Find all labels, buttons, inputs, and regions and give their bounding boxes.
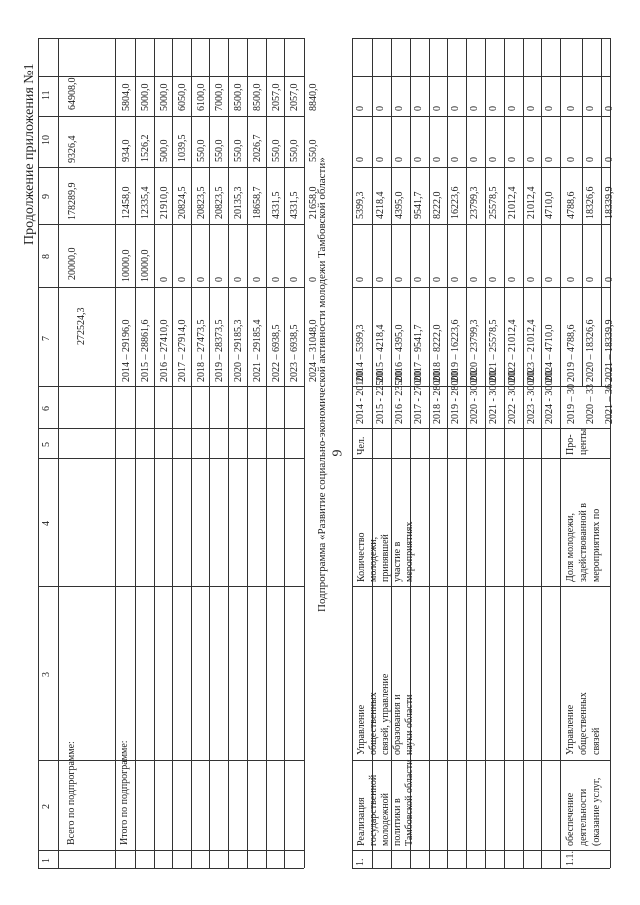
itogo-year-value: 2024 – 31048,0 xyxy=(308,319,319,382)
row1-measure-line: Тамбовской области xyxy=(404,759,415,846)
column-number-9: 9 xyxy=(41,194,52,199)
itogo-col8: 0 xyxy=(252,277,263,282)
itogo-year-value: 2020 – 29185,3 xyxy=(233,319,244,382)
row1-col11: 0 xyxy=(375,106,386,111)
row11-col8: 0 xyxy=(604,277,615,282)
itogo-col11: 2057,0 xyxy=(271,83,282,111)
itogo-col10: 500,0 xyxy=(159,139,170,162)
row1-col9: 8222,0 xyxy=(432,191,443,219)
row11-indicator-line: задействованной в xyxy=(578,502,589,582)
row1-funding: 2023 – 21012,4 xyxy=(526,319,537,382)
row1-executor-line: науки области xyxy=(404,694,415,755)
row1-funding: 2017 – 9541,7 xyxy=(413,324,424,382)
row1-funding: 2018 – 8222,0 xyxy=(432,324,443,382)
row1-col9: 16223,6 xyxy=(450,186,461,219)
row11-col11: 0 xyxy=(585,106,596,111)
row11-executor-line: связей xyxy=(591,727,602,755)
row11-executor-line: общественных xyxy=(578,692,589,755)
column-border xyxy=(38,850,304,851)
row1-funding: 2016 – 4395,0 xyxy=(394,324,405,382)
row1-target: 2017 - 27000 xyxy=(413,370,424,424)
row11-unit-line: Про- xyxy=(565,434,576,455)
row-border xyxy=(523,38,524,868)
row1-target: 2020 - 30000 xyxy=(469,370,480,424)
total-col7: 272524,3 xyxy=(76,307,87,345)
itogo-year-value: 2019 – 28373,5 xyxy=(214,319,225,382)
itogo-col10: 550,0 xyxy=(214,139,225,162)
itogo-col11: 5000,0 xyxy=(140,83,151,111)
row1-col8: 0 xyxy=(469,277,480,282)
itogo-col9: 4331,5 xyxy=(289,191,300,219)
row-border xyxy=(228,38,229,868)
row1-col10: 0 xyxy=(375,157,386,162)
row1-col11: 0 xyxy=(469,106,480,111)
itogo-col9: 20824,5 xyxy=(177,186,188,219)
row11-col11: 0 xyxy=(604,106,615,111)
row1-col11: 0 xyxy=(488,106,499,111)
row11-col10: 0 xyxy=(604,157,615,162)
row11-target: 2020 – 33 xyxy=(585,384,596,424)
row1-col8: 0 xyxy=(413,277,424,282)
column-number-3: 3 xyxy=(41,672,52,677)
itogo-col11: 8500,0 xyxy=(252,83,263,111)
itogo-col10: 934,0 xyxy=(121,139,132,162)
row11-funding: 2019 – 4788,6 xyxy=(566,324,577,382)
row1-col10: 0 xyxy=(507,157,518,162)
itogo-col11: 8500,0 xyxy=(233,83,244,111)
itogo-col8: 0 xyxy=(308,277,319,282)
row1-measure-line: государственной xyxy=(368,774,379,846)
row1-col11: 0 xyxy=(544,106,555,111)
row1-col8: 0 xyxy=(355,277,366,282)
row1-target: 2014 - 20100 xyxy=(355,370,366,424)
row11-col9: 18326,6 xyxy=(585,186,596,219)
row11-indicator-line: Доля молодежи, xyxy=(565,513,576,582)
row11-measure-line: обеспечение xyxy=(565,792,576,846)
row1-col9: 21012,4 xyxy=(526,186,537,219)
row1-indicator-line: мероприятиях xyxy=(404,521,415,582)
itogo-col10: 550,0 xyxy=(233,139,244,162)
row1-indicator-line: участие в xyxy=(392,541,403,582)
itogo-col8: 0 xyxy=(177,277,188,282)
itogo-year-value: 2022 – 6938,5 xyxy=(271,324,282,382)
row1-col9: 4710,0 xyxy=(544,191,555,219)
row1-funding: 2015 – 4218,4 xyxy=(375,324,386,382)
itogo-year-value: 2018 – 27473,5 xyxy=(196,319,207,382)
row1-col9: 9541,7 xyxy=(413,191,424,219)
row11-funding: 2020 – 18326,6 xyxy=(585,319,596,382)
itogo-col8: 0 xyxy=(233,277,244,282)
row-border xyxy=(247,38,248,868)
row1-executor-line: общественных xyxy=(368,692,379,755)
itogo-col9: 21910,0 xyxy=(159,186,170,219)
row1-col8: 0 xyxy=(394,277,405,282)
itogo-col11: 2057,0 xyxy=(289,83,300,111)
itogo-col9: 20823,5 xyxy=(214,186,225,219)
itogo-col9: 4331,5 xyxy=(271,191,282,219)
row-border xyxy=(58,38,59,868)
row1-col10: 0 xyxy=(413,157,424,162)
column-border xyxy=(38,868,304,869)
column-border xyxy=(38,116,304,117)
row-border xyxy=(115,38,116,868)
row1-col10: 0 xyxy=(355,157,366,162)
row1-executor-line: Управление xyxy=(356,704,367,755)
row-border xyxy=(610,38,611,868)
itogo-col10: 550,0 xyxy=(196,139,207,162)
itogo-year-value: 2016 – 27410,0 xyxy=(159,319,170,382)
column-number-6: 6 xyxy=(41,406,52,411)
itogo-col11: 6050,0 xyxy=(177,83,188,111)
row1-col11: 0 xyxy=(394,106,405,111)
row1-col8: 0 xyxy=(488,277,499,282)
row1-target: 2021 - 30000 xyxy=(488,370,499,424)
itogo-year-value: 2014 – 29196,0 xyxy=(121,319,132,382)
row1-col9: 4395,0 xyxy=(394,191,405,219)
row1-measure-line: молодежной xyxy=(380,792,391,846)
itogo-col8: 0 xyxy=(214,277,225,282)
row11-col8: 0 xyxy=(566,277,577,282)
row1-col10: 0 xyxy=(469,157,480,162)
row-border xyxy=(266,38,267,868)
itogo-col10: 2026,7 xyxy=(252,134,263,162)
row1-col8: 0 xyxy=(507,277,518,282)
row11-col8: 0 xyxy=(585,277,596,282)
row11-col10: 0 xyxy=(585,157,596,162)
row-border xyxy=(485,38,486,868)
row-border xyxy=(191,38,192,868)
row1-col8: 0 xyxy=(432,277,443,282)
row-border xyxy=(429,38,430,868)
itogo-col9: 21658,0 xyxy=(308,186,319,219)
itogo-col11: 6100,0 xyxy=(196,83,207,111)
row-border xyxy=(172,38,173,868)
row1-col8: 0 xyxy=(526,277,537,282)
row1-col9: 21012,4 xyxy=(507,186,518,219)
row-border xyxy=(154,38,155,868)
row1-unit: Чел. xyxy=(356,436,367,455)
row1-target: 2022 - 30000 xyxy=(507,370,518,424)
column-border xyxy=(38,386,304,387)
row-border xyxy=(560,38,561,868)
row1-col10: 0 xyxy=(450,157,461,162)
row1-col11: 0 xyxy=(413,106,424,111)
row-border xyxy=(466,38,467,868)
row1-indicator-line: молодежи, xyxy=(368,536,379,582)
row1-target: 2023 - 30000 xyxy=(526,370,537,424)
row1-measure-line: Реализация xyxy=(356,797,367,846)
row1-col9: 23799,3 xyxy=(469,186,480,219)
row1-col9: 25578,5 xyxy=(488,186,499,219)
row-border xyxy=(135,38,136,868)
itogo-col10: 550,0 xyxy=(308,139,319,162)
itogo-year-value: 2021 – 29185,4 xyxy=(252,319,263,382)
row11-number: 1.1. xyxy=(565,851,576,866)
itogo-col8: 10000,0 xyxy=(140,249,151,282)
itogo-col9: 12335,4 xyxy=(140,186,151,219)
row1-col10: 0 xyxy=(394,157,405,162)
row1-col10: 0 xyxy=(526,157,537,162)
column-number-11: 11 xyxy=(41,90,52,100)
total-col9: 178289,9 xyxy=(67,182,78,220)
row1-funding: 2014 – 5399,3 xyxy=(355,324,366,382)
itogo-year-value: 2017 – 27914,0 xyxy=(177,319,188,382)
row1-col10: 0 xyxy=(544,157,555,162)
row1-target: 2024 - 30000 xyxy=(544,370,555,424)
row11-executor-line: Управление xyxy=(565,704,576,755)
column-number-7: 7 xyxy=(41,336,52,341)
row-border xyxy=(209,38,210,868)
row11-indicator-line: мероприятиях по xyxy=(591,508,602,582)
column-border xyxy=(38,458,304,459)
page-number: 9 xyxy=(330,449,346,457)
row1-measure-line: политики в xyxy=(392,798,403,846)
itogo-col8: 0 xyxy=(159,277,170,282)
row1-col11: 0 xyxy=(507,106,518,111)
itogo-col11: 5804,0 xyxy=(121,83,132,111)
row11-col9: 4788,6 xyxy=(566,191,577,219)
row1-number: 1. xyxy=(355,858,366,866)
itogo-col10: 550,0 xyxy=(289,139,300,162)
row1-indicator-line: Количество xyxy=(356,532,367,582)
itogo-col11: 7000,0 xyxy=(214,83,225,111)
itogo-year-value: 2023 – 6938,5 xyxy=(289,324,300,382)
itogo-col11: 5000,0 xyxy=(159,83,170,111)
itogo-col10: 1526,2 xyxy=(140,134,151,162)
row11-unit-line: центы xyxy=(578,428,589,455)
total-label: Всего по подпрограмме: xyxy=(66,741,77,845)
row1-indicator-line: принявшей xyxy=(380,534,391,582)
row1-target: 2019 - 28000 xyxy=(450,370,461,424)
column-border xyxy=(38,428,304,429)
row-border xyxy=(541,38,542,868)
column-border xyxy=(38,760,304,761)
row1-target: 2018 - 28000 xyxy=(432,370,443,424)
total-col11: 64908,0 xyxy=(67,77,78,110)
row-border xyxy=(504,38,505,868)
column-number-2: 2 xyxy=(41,804,52,809)
appendix-title: Продолжение приложения №1 xyxy=(22,63,37,245)
itogo-label: Итого по подпрограмме: xyxy=(119,740,130,845)
row1-funding: 2019 – 16223,6 xyxy=(450,319,461,382)
row11-measure-line: деятельности xyxy=(578,788,589,846)
row1-col9: 4218,4 xyxy=(375,191,386,219)
row11-col10: 0 xyxy=(566,157,577,162)
column-number-8: 8 xyxy=(41,254,52,259)
itogo-col8: 0 xyxy=(271,277,282,282)
itogo-col9: 20135,3 xyxy=(233,186,244,219)
row11-target: 2021 – 36 xyxy=(604,384,615,424)
row11-col11: 0 xyxy=(566,106,577,111)
row1-funding: 2021 – 25578,5 xyxy=(488,319,499,382)
row1-col11: 0 xyxy=(526,106,537,111)
itogo-col9: 18658,7 xyxy=(252,186,263,219)
row1-funding: 2024 – 4710,0 xyxy=(544,324,555,382)
column-border xyxy=(38,38,304,39)
itogo-col11: 8840,0 xyxy=(308,83,319,111)
subprogram-title: Подпрограмма «Развитие социально-экономической активности молодежи Тамбовской области» xyxy=(316,157,328,612)
row1-col10: 0 xyxy=(432,157,443,162)
row11-funding: 2021 – 18339,9 xyxy=(604,319,615,382)
row1-col11: 0 xyxy=(432,106,443,111)
column-border xyxy=(38,167,304,168)
itogo-col8: 10000,0 xyxy=(121,249,132,282)
total-col8: 20000,0 xyxy=(67,247,78,280)
row1-col8: 0 xyxy=(450,277,461,282)
column-border xyxy=(352,868,610,869)
itogo-col9: 12458,0 xyxy=(121,186,132,219)
itogo-col10: 550,0 xyxy=(271,139,282,162)
itogo-col8: 0 xyxy=(289,277,300,282)
row1-target: 2016 - 23500 xyxy=(394,370,405,424)
row1-col9: 5399,3 xyxy=(355,191,366,219)
row11-target: 2019 – 30 xyxy=(566,384,577,424)
row1-target: 2015 - 22500 xyxy=(375,370,386,424)
row1-col11: 0 xyxy=(450,106,461,111)
column-number-10: 10 xyxy=(41,135,52,145)
row1-col11: 0 xyxy=(355,106,366,111)
row11-col9: 18339,9 xyxy=(604,186,615,219)
row1-funding: 2020 – 23799,3 xyxy=(469,319,480,382)
row-border xyxy=(582,38,583,386)
row-border xyxy=(601,38,602,386)
column-number-1: 1 xyxy=(41,858,52,863)
itogo-year-value: 2015 – 28861,6 xyxy=(140,319,151,382)
row11-measure-line: (оказание услуг, xyxy=(591,777,602,846)
row-border xyxy=(447,38,448,868)
column-border xyxy=(38,287,304,288)
row-border xyxy=(304,38,305,868)
row-border xyxy=(284,38,285,868)
row1-col10: 0 xyxy=(488,157,499,162)
itogo-col8: 0 xyxy=(196,277,207,282)
row-border xyxy=(38,38,39,868)
column-number-5: 5 xyxy=(41,442,52,447)
total-col10: 9326,4 xyxy=(67,135,78,163)
column-number-4: 4 xyxy=(41,521,52,526)
row1-col8: 0 xyxy=(375,277,386,282)
row1-executor-line: связей, управление xyxy=(380,673,391,755)
row1-funding: 2022 – 21012,4 xyxy=(507,319,518,382)
itogo-col9: 20823,5 xyxy=(196,186,207,219)
column-border xyxy=(38,586,304,587)
column-border xyxy=(38,224,304,225)
row1-executor-line: образования и xyxy=(392,694,403,755)
row-border xyxy=(352,38,353,868)
row1-col8: 0 xyxy=(544,277,555,282)
itogo-col10: 1039,5 xyxy=(177,134,188,162)
